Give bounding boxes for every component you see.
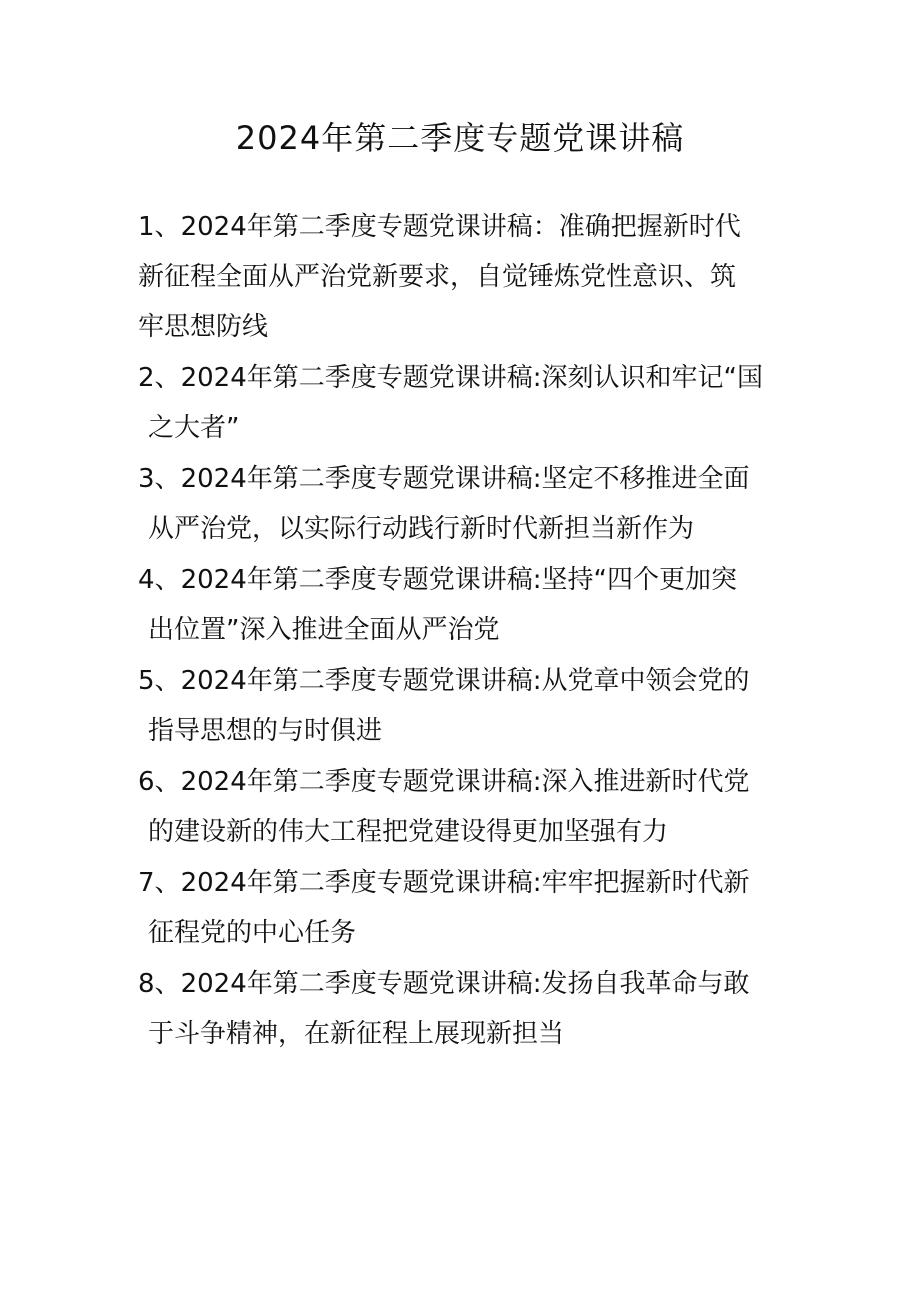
item-separator: 、 [154, 363, 181, 393]
item-separator: 、 [154, 767, 181, 797]
list-item [138, 858, 788, 958]
item-text-continued: 之大者” [148, 413, 240, 443]
item-text: 牢牢把握新时代新 [541, 868, 750, 898]
item-separator: 、 [154, 464, 181, 494]
item-number: 8 [138, 969, 155, 999]
list-item [138, 353, 788, 453]
item-text-continued: 于斗争精神，在新征程上展现新担当 [148, 1019, 565, 1049]
item-number: 3 [138, 464, 155, 494]
item-prefix: 2024年第二季度专题党课讲稿: [180, 767, 542, 797]
item-number: 4 [138, 565, 155, 595]
item-text-continued: 指导思想的与时俱进 [148, 716, 383, 746]
item-prefix: 2024年第二季度专题党课讲稿: [180, 565, 542, 595]
list-item [138, 454, 788, 554]
item-separator: 、 [154, 868, 181, 898]
item-text: 从党章中领会党的 [541, 666, 750, 696]
outline-list [138, 202, 788, 1060]
list-item [138, 757, 788, 857]
item-separator: 、 [154, 666, 181, 696]
item-number: 7 [138, 868, 155, 898]
item-text: 深刻认识和牢记“国 [541, 363, 763, 393]
item-text: 准确把握新时代 [558, 212, 741, 242]
item-text-continued: 出位置”深入推进全面从严治党 [148, 615, 500, 645]
item-separator: 、 [154, 565, 181, 595]
item-text: 坚定不移推进全面 [541, 464, 750, 494]
list-item [138, 202, 788, 352]
item-text-continued: 牢思想防线 [138, 312, 269, 342]
item-text-continued: 征程党的中心任务 [148, 918, 357, 948]
item-text: 坚持“四个更加突 [541, 565, 737, 595]
item-text-continued: 从严治党，以实际行动践行新时代新担当新作为 [148, 514, 695, 544]
item-prefix: 2024年第二季度专题党课讲稿: [180, 666, 542, 696]
item-number: 2 [138, 363, 155, 393]
document-title: 2024年第二季度专题党课讲稿 [235, 119, 685, 157]
item-separator: 、 [154, 212, 181, 242]
item-prefix: 2024年第二季度专题党课讲稿: [180, 464, 542, 494]
item-number: 6 [138, 767, 155, 797]
item-text: 深入推进新时代党 [541, 767, 750, 797]
list-item [138, 959, 788, 1059]
list-item [138, 656, 788, 756]
item-number: 1 [138, 212, 155, 242]
item-separator: 、 [154, 969, 181, 999]
item-text-continued: 新征程全面从严治党新要求，自觉锤炼党性意识、筑 [138, 262, 737, 292]
item-prefix: 2024年第二季度专题党课讲稿: [180, 363, 542, 393]
item-text-continued: 的建设新的伟大工程把党建设得更加坚强有力 [148, 817, 669, 847]
list-item [138, 555, 788, 655]
item-text: 发扬自我革命与敢 [541, 969, 750, 999]
item-prefix: 2024年第二季度专题党课讲稿: [180, 868, 542, 898]
item-number: 5 [138, 666, 155, 696]
item-prefix: 2024年第二季度专题党课讲稿： [180, 212, 559, 242]
item-prefix: 2024年第二季度专题党课讲稿: [180, 969, 542, 999]
